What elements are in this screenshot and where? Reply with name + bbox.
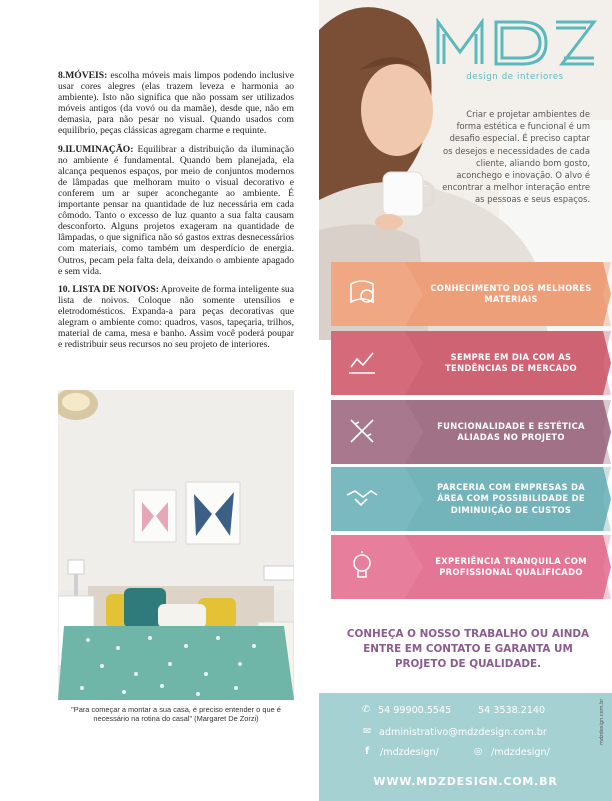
- feature-label: FUNCIONALIDADE E ESTÉTICA ALIADAS NO PROJETO: [437, 420, 585, 442]
- feature-band-trends: [331, 331, 611, 395]
- phone-number-secondary[interactable]: 54 3538.2140: [478, 705, 546, 716]
- mdz-logo: [430, 12, 600, 72]
- phone-icon: ✆: [362, 704, 371, 715]
- instagram-icon: ◎: [474, 746, 483, 757]
- lightbulb-icon: [345, 549, 379, 583]
- trend-chart-icon: [345, 345, 379, 379]
- feature-label: PARCERIA COM EMPRESAS DA ÁREA COM POSSIBILIDADE DE DIMINUIÇÃO DE CUSTOS: [436, 481, 586, 515]
- heading-lista-noivos: 10. LISTA DE NOIVOS:: [58, 283, 159, 295]
- call-to-action: CONHEÇA O NOSSO TRABALHO OU AINDA ENTRE EM CONTATO E GARANTA UM PROJETO DE QUALIDADE.: [346, 628, 590, 670]
- handshake-icon: [345, 481, 379, 515]
- email-icon: ✉: [363, 726, 372, 737]
- facebook-handle[interactable]: /mdzdesign/: [380, 747, 439, 758]
- heading-iluminacao: 9.ILUMINAÇÃO:: [58, 143, 134, 155]
- paragraph-lista-noivos: 10. LISTA DE NOIVOS: Aproveite de forma inteligente sua lista de noivos. Coloque não somente utensílios e eletrodomésticos. Expanda-a para peças decorativas que alegram o ambiente como: quadros, vasos, tapeçaria, trilhos, material de cama, mesa e banho. Assim você poderá poupar e redistribuir seus recursos no seu projeto de interiores.: [58, 283, 294, 351]
- intro-text: Criar e projetar ambientes de forma estética e funcional é um desafio especial. É preciso captar os desejos e necessidades de cada cliente, aliando bom gosto, aconchego e inovação. O alvo é encontrar a melhor interação entre as pessoas e seus espaços.: [442, 109, 590, 205]
- email-link[interactable]: administrativo@mdzdesign.com.br: [379, 727, 547, 738]
- ruler-pencil-icon: [345, 414, 379, 448]
- paragraph-iluminacao: 9.ILUMINAÇÃO: Equilibrar a distribuição da iluminação no ambiente é fundamental. Quando bem planejada, ela alcança pequenos espaços, por meio de conjuntos modernos de lâmpadas que melhoram muito o visual decorativo e conferem um ar super aconchegante ao ambiente. É importante pensar na quantidade de luz necessária em cada cômodo. Tanto o excesso de luz quanto a sua falta causam desconforto. Alguns projetos exageram na quantidade de lâmpadas, o que significa não só gastos extras desnecessários com materiais, como também um desperdício de energia. Outros, pecam pela falta dela, deixando o ambiente apagado e sem vida.: [58, 143, 294, 277]
- phone-number[interactable]: 54 99900.5545: [378, 705, 452, 716]
- facebook-icon: f: [365, 746, 370, 757]
- paragraph-moveis: 8.MÓVEIS: escolha móveis mais limpos podendo inclusive usar cores alegres (elas trazem leveza e harmonia ao ambiente). Isto não significa que não possam ser utilizados móveis antigos (da vovó ou da mamãe), desde que, não em demasia, para não pesar no visual. Quando usados com equilíbrio, peças clássicas agregam charme e requinte.: [58, 70, 294, 137]
- bedroom-photo: [58, 390, 294, 700]
- feature-band-aesthetics: [331, 400, 611, 464]
- heading-moveis: 8.MÓVEIS:: [58, 70, 108, 81]
- feature-band-partnership: [331, 467, 611, 531]
- logo-subtitle: design de interiores: [466, 72, 564, 82]
- fabric-swatch-icon: [345, 276, 379, 310]
- feature-label: SEMPRE EM DIA COM AS TENDÊNCIAS DE MERCADO: [445, 351, 577, 373]
- side-label: mdzdesign.com.br: [599, 698, 605, 745]
- article-body: [58, 70, 294, 350]
- website-link[interactable]: WWW.MDZDESIGN.COM.BR: [373, 775, 558, 788]
- photo-caption: "Para começar a montar a sua casa, é preciso entender o que é necessário na rotina do casal" (Margaret De Zorzi): [71, 705, 281, 723]
- feature-band-materials: [331, 262, 611, 326]
- feature-label: CONHECIMENTO DOS MELHORES MATERIAIS: [430, 282, 592, 304]
- instagram-handle[interactable]: /mdzdesign/: [491, 747, 550, 758]
- feature-label: EXPERIÊNCIA TRANQUILA COM PROFISSIONAL QUALIFICADO: [435, 555, 587, 577]
- feature-band-experience: [331, 535, 611, 599]
